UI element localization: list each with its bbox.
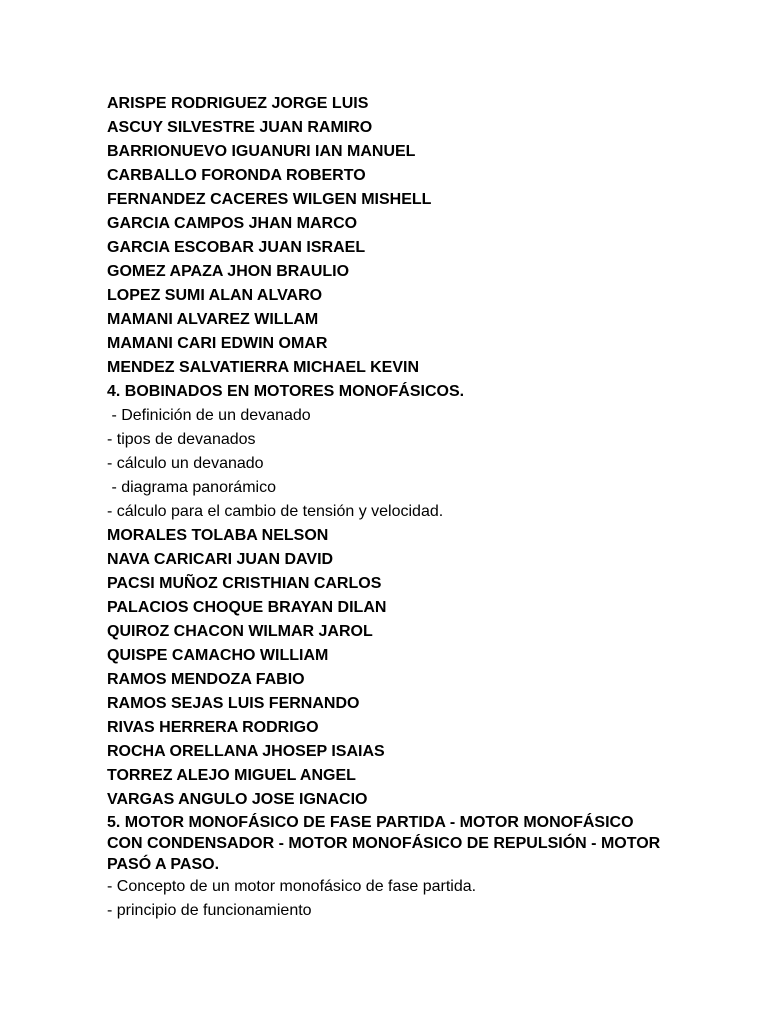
student-name: QUIROZ CHACON WILMAR JAROL	[107, 623, 373, 640]
student-name: ASCUY SILVESTRE JUAN RAMIRO	[107, 119, 373, 136]
student-name: MAMANI ALVAREZ WILLAM	[107, 311, 319, 328]
section-4-item: - cálculo un devanado	[107, 455, 264, 472]
student-name: GARCIA CAMPOS JHAN MARCO	[107, 215, 358, 232]
student-name: NAVA CARICARI JUAN DAVID	[107, 551, 334, 568]
student-name: FERNANDEZ CACERES WILGEN MISHELL	[107, 191, 432, 208]
student-name: MORALES TOLABA NELSON	[107, 527, 329, 544]
section-4-item: - tipos de devanados	[107, 431, 256, 448]
document-page	[107, 92, 707, 923]
section-5-title: 5. MOTOR MONOFÁSICO DE FASE PARTIDA - MOTOR MONOFÁSICO CON CONDENSADOR - MOTOR MONOFÁSICO DE REPULSIÓN - MOTOR PASÓ A PASO.	[107, 814, 661, 873]
student-name: GOMEZ APAZA JHON BRAULIO	[107, 263, 350, 280]
section-4-item: - Definición de un devanado	[107, 407, 311, 424]
student-name: TORREZ ALEJO MIGUEL ANGEL	[107, 767, 356, 784]
student-name: RAMOS MENDOZA FABIO	[107, 671, 305, 688]
section-5-item: - principio de funcionamiento	[107, 902, 312, 919]
student-name: VARGAS ANGULO JOSE IGNACIO	[107, 791, 368, 808]
section-5-item: - Concepto de un motor monofásico de fase partida.	[107, 878, 477, 895]
student-name: GARCIA ESCOBAR JUAN ISRAEL	[107, 239, 366, 256]
student-name: ARISPE RODRIGUEZ JORGE LUIS	[107, 95, 369, 112]
student-name: QUISPE CAMACHO WILLIAM	[107, 647, 329, 664]
student-name: ROCHA ORELLANA JHOSEP ISAIAS	[107, 743, 385, 760]
student-list-group-b	[107, 524, 707, 812]
student-name: RIVAS HERRERA RODRIGO	[107, 719, 319, 736]
student-name: RAMOS SEJAS LUIS FERNANDO	[107, 695, 360, 712]
student-name: BARRIONUEVO IGUANURI IAN MANUEL	[107, 143, 416, 160]
section-4-title: 4. BOBINADOS EN MOTORES MONOFÁSICOS.	[107, 383, 465, 400]
student-name: MAMANI CARI EDWIN OMAR	[107, 335, 328, 352]
student-name: PACSI MUÑOZ CRISTHIAN CARLOS	[107, 575, 382, 592]
student-name: MENDEZ SALVATIERRA MICHAEL KEVIN	[107, 359, 420, 376]
section-4-item: - cálculo para el cambio de tensión y velocidad.	[107, 503, 444, 520]
section-5	[107, 812, 707, 923]
student-list-group-a	[107, 92, 707, 380]
section-4-item: - diagrama panorámico	[107, 479, 276, 496]
section-4	[107, 380, 707, 524]
student-name: CARBALLO FORONDA ROBERTO	[107, 167, 366, 184]
student-name: LOPEZ SUMI ALAN ALVARO	[107, 287, 323, 304]
student-name: PALACIOS CHOQUE BRAYAN DILAN	[107, 599, 387, 616]
